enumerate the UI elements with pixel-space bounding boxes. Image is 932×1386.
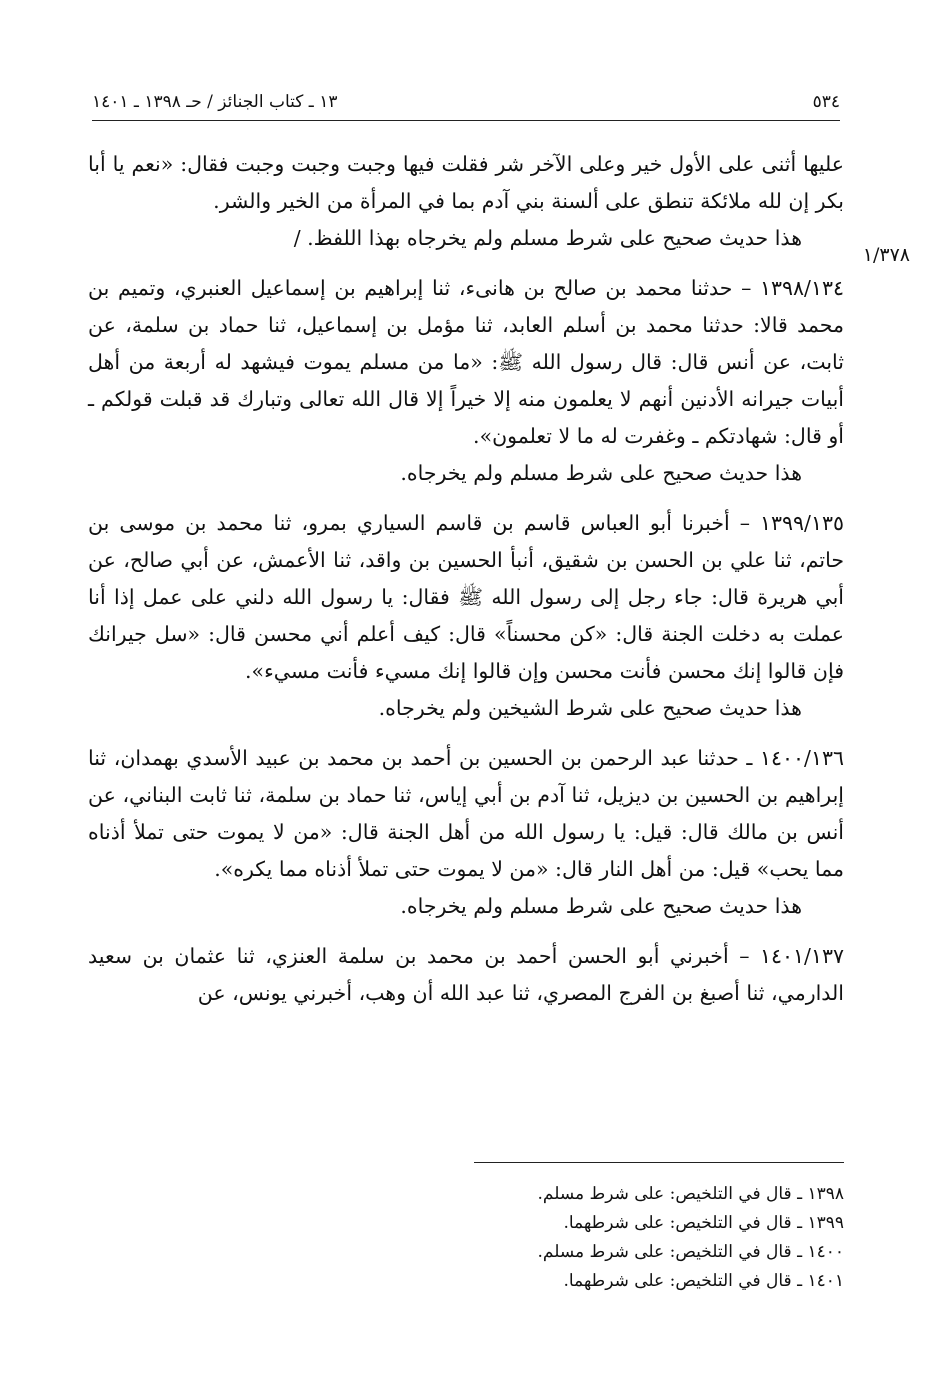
footnote: ١٤٠١ ـ قال في التلخيص: على شرطهما. (563, 1271, 844, 1291)
main-text (88, 146, 844, 1012)
hadith-1399: ١٣٩٩/١٣٥ – أخبرنا أبو العباس قاسم بن قاسم السياري بمرو، ثنا محمد بن موسى بن حاتم، ثنا علي بن الحسن بن شقيق، أنبأ الحسين بن واقد، ثنا الأعمش، عن أبي صالح، عن أبي هريرة قال: جاء رجل إلى رسول الله ﷺ فقال: يا رسول الله دلني على عمل إذا أنا عملت به دخلت الجنة قال: «كن محسناً» قال: كيف أعلم أني محسن قال: «سل جيرانك فإن قالوا إنك محسن فأنت محسن وإن قالوا إنك مسيء فأنت مسيء». (88, 511, 844, 683)
verdict-line: هذا حديث صحيح على شرط مسلم ولم يخرجاه. (400, 894, 802, 918)
footnote: ١٣٩٩ ـ قال في التلخيص: على شرطهما. (563, 1213, 844, 1233)
verdict-line: هذا حديث صحيح على شرط مسلم ولم يخرجاه. (400, 461, 802, 485)
footnote-divider (474, 1162, 844, 1163)
footnote: ١٣٩٨ ـ قال في التلخيص: على شرط مسلم. (537, 1184, 844, 1204)
footnotes (400, 1180, 844, 1296)
running-title: ١٣ ـ كتاب الجنائز / حـ ١٣٩٨ ـ ١٤٠١ (92, 92, 338, 112)
running-header (92, 92, 840, 121)
hadith-1401: ١٤٠١/١٣٧ – أخبرني أبو الحسن أحمد بن محمد بن سلمة العنزي، ثنا عثمان بن سعيد الدارمي، ثنا أصبغ بن الفرج المصري، ثنا عبد الله أن وهب، أخبرني يونس، عن (88, 944, 844, 1005)
page-number: ٥٣٤ (812, 92, 840, 112)
margin-reference: ١/٣٧٨ (862, 244, 910, 266)
hadith-1400: ١٤٠٠/١٣٦ ـ حدثنا عبد الرحمن بن الحسين بن أحمد بن محمد بن عبيد الأسدي بهمدان، ثنا إبراهيم بن الحسين بن ديزيل، ثنا آدم بن أبي إياس، ثنا حماد بن سلمة، ثنا ثابت البناني، عن أنس بن مالك قال: قيل: يا رسول الله من أهل الجنة قال: «من لا يموت حتى تملأ أذناه مما يحب» قيل: من أهل النار قال: «من لا يموت حتى تملأ أذناه مما يكره». (88, 746, 844, 881)
paragraph-continuation: عليها أثنى على الأول خير وعلى الآخر شر فقلت فيها وجبت وجبت وجبت فقال: «نعم يا أبا بكر إن لله ملائكة تنطق على ألسنة بني آدم بما في المرأة من الخير والشر. (88, 152, 844, 213)
verdict-line: هذا حديث صحيح على شرط مسلم ولم يخرجاه بهذا اللفظ. / (293, 226, 802, 250)
hadith-1398: ١٣٩٨/١٣٤ – حدثنا محمد بن صالح بن هانىء، ثنا إبراهيم بن إسماعيل العنبري، وتميم بن محمد قالا: حدثنا محمد بن أسلم العابد، ثنا مؤمل بن إسماعيل، ثنا حماد بن سلمة، عن ثابت، عن أنس قال: قال رسول الله ﷺ: «ما من مسلم يموت فيشهد له أربعة من أهل أبيات جيرانه الأدنين أنهم لا يعلمون منه إلا خيراً إلا قال الله تعالى وتبارك قد قبلت قولكم ـ أو قال: شهادتكم ـ وغفرت له ما لا تعلمون». (88, 276, 844, 448)
footnote: ١٤٠٠ ـ قال في التلخيص: على شرط مسلم. (537, 1242, 844, 1262)
verdict-line: هذا حديث صحيح على شرط الشيخين ولم يخرجاه. (378, 696, 802, 720)
